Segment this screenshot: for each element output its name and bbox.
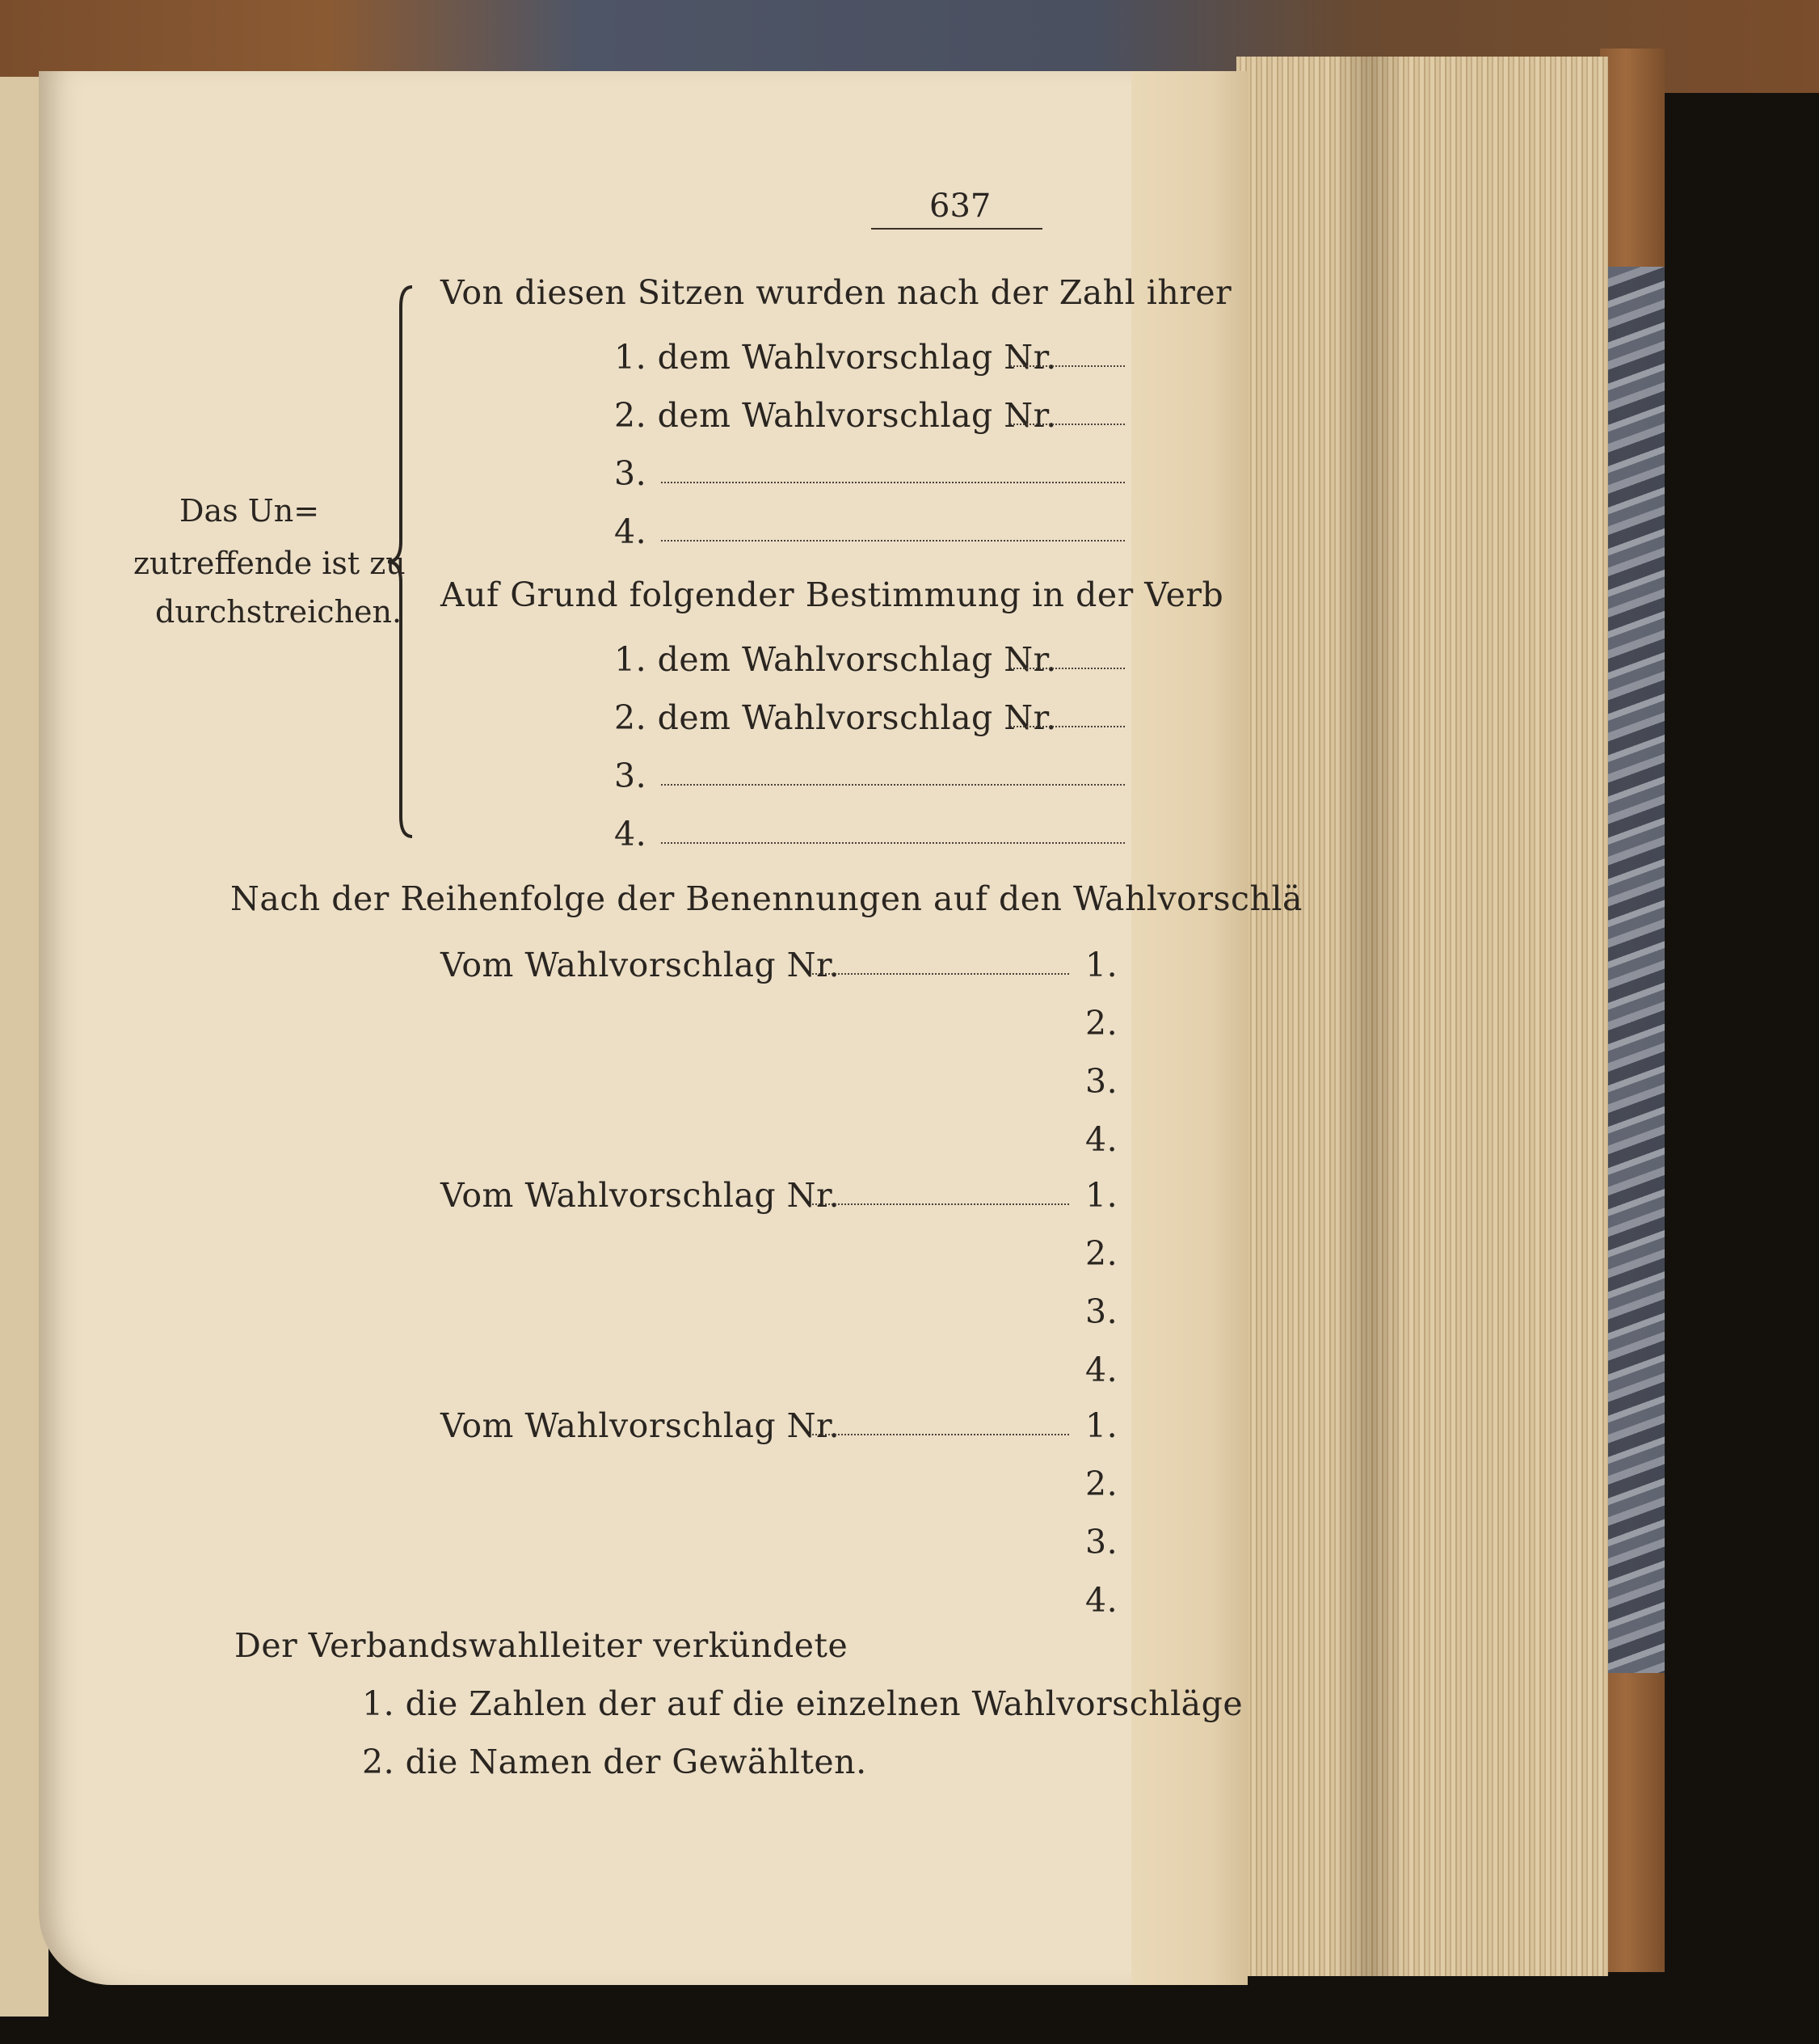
group-2-label: Vom Wahlvorschlag Nr. <box>440 1176 840 1215</box>
fill-line <box>1010 365 1125 367</box>
fill-line <box>661 540 1125 542</box>
announcement-item-2: 2. die Namen der Gewählten. <box>362 1743 867 1781</box>
side-note-line-2: zutreffende ist zu <box>133 546 406 581</box>
block1-item-3: 3. <box>614 454 647 493</box>
fill-line <box>661 482 1125 483</box>
group-1-number-1: 1. <box>1085 946 1118 984</box>
group-2-number-2: 2. <box>1085 1234 1118 1273</box>
fill-line <box>812 973 1069 975</box>
group-1-number-2: 2. <box>1085 1004 1118 1043</box>
side-note-line-3: durchstreichen. <box>155 594 402 630</box>
block1-item-2: 2. dem Wahlvorschlag Nr. <box>614 396 1057 435</box>
fill-line <box>1010 668 1125 669</box>
fill-line <box>812 1203 1069 1205</box>
announcement-item-1: 1. die Zahlen der auf die einzelnen Wahlvorschläge <box>362 1684 1244 1723</box>
block2-intro: Auf Grund folgender Bestimmung in der Verb <box>440 575 1224 614</box>
fill-line <box>1010 726 1125 727</box>
group-1-number-3: 3. <box>1085 1062 1118 1101</box>
block1-item-1: 1. dem Wahlvorschlag Nr. <box>614 338 1057 377</box>
group-3-number-3: 3. <box>1085 1523 1118 1561</box>
group-1-label: Vom Wahlvorschlag Nr. <box>440 946 840 984</box>
page-block-edges <box>1236 57 1608 1976</box>
page-number: 637 <box>929 188 992 225</box>
fill-line <box>661 784 1125 786</box>
block2-item-3: 3. <box>614 756 647 795</box>
group-2-number-4: 4. <box>1085 1351 1118 1389</box>
block2-item-4: 4. <box>614 815 647 853</box>
order-heading: Nach der Reihenfolge der Benennungen auf den Wahlvorschlä <box>230 879 1303 918</box>
page-block-shadow <box>1333 57 1406 1976</box>
block2-item-1: 1. dem Wahlvorschlag Nr. <box>614 640 1057 679</box>
group-3-label: Vom Wahlvorschlag Nr. <box>440 1406 840 1445</box>
curly-brace-icon <box>380 283 428 841</box>
fill-line <box>661 842 1125 844</box>
group-3-number-2: 2. <box>1085 1465 1118 1503</box>
block2-item-2: 2. dem Wahlvorschlag Nr. <box>614 698 1057 737</box>
fill-line <box>812 1434 1069 1435</box>
announcement-intro: Der Verbandswahlleiter verkündete <box>234 1626 848 1665</box>
block1-intro: Von diesen Sitzen wurden nach der Zahl ihrer <box>440 273 1232 312</box>
group-2-number-1: 1. <box>1085 1176 1118 1215</box>
fill-line <box>1010 424 1125 425</box>
block1-item-4: 4. <box>614 512 647 551</box>
page-number-rule <box>871 228 1042 230</box>
marbled-edge <box>1608 267 1665 1673</box>
group-3-number-1: 1. <box>1085 1406 1118 1445</box>
group-3-number-4: 4. <box>1085 1581 1118 1620</box>
side-note-line-1: Das Un= <box>179 493 320 529</box>
group-2-number-3: 3. <box>1085 1292 1118 1331</box>
group-1-number-4: 4. <box>1085 1120 1118 1159</box>
